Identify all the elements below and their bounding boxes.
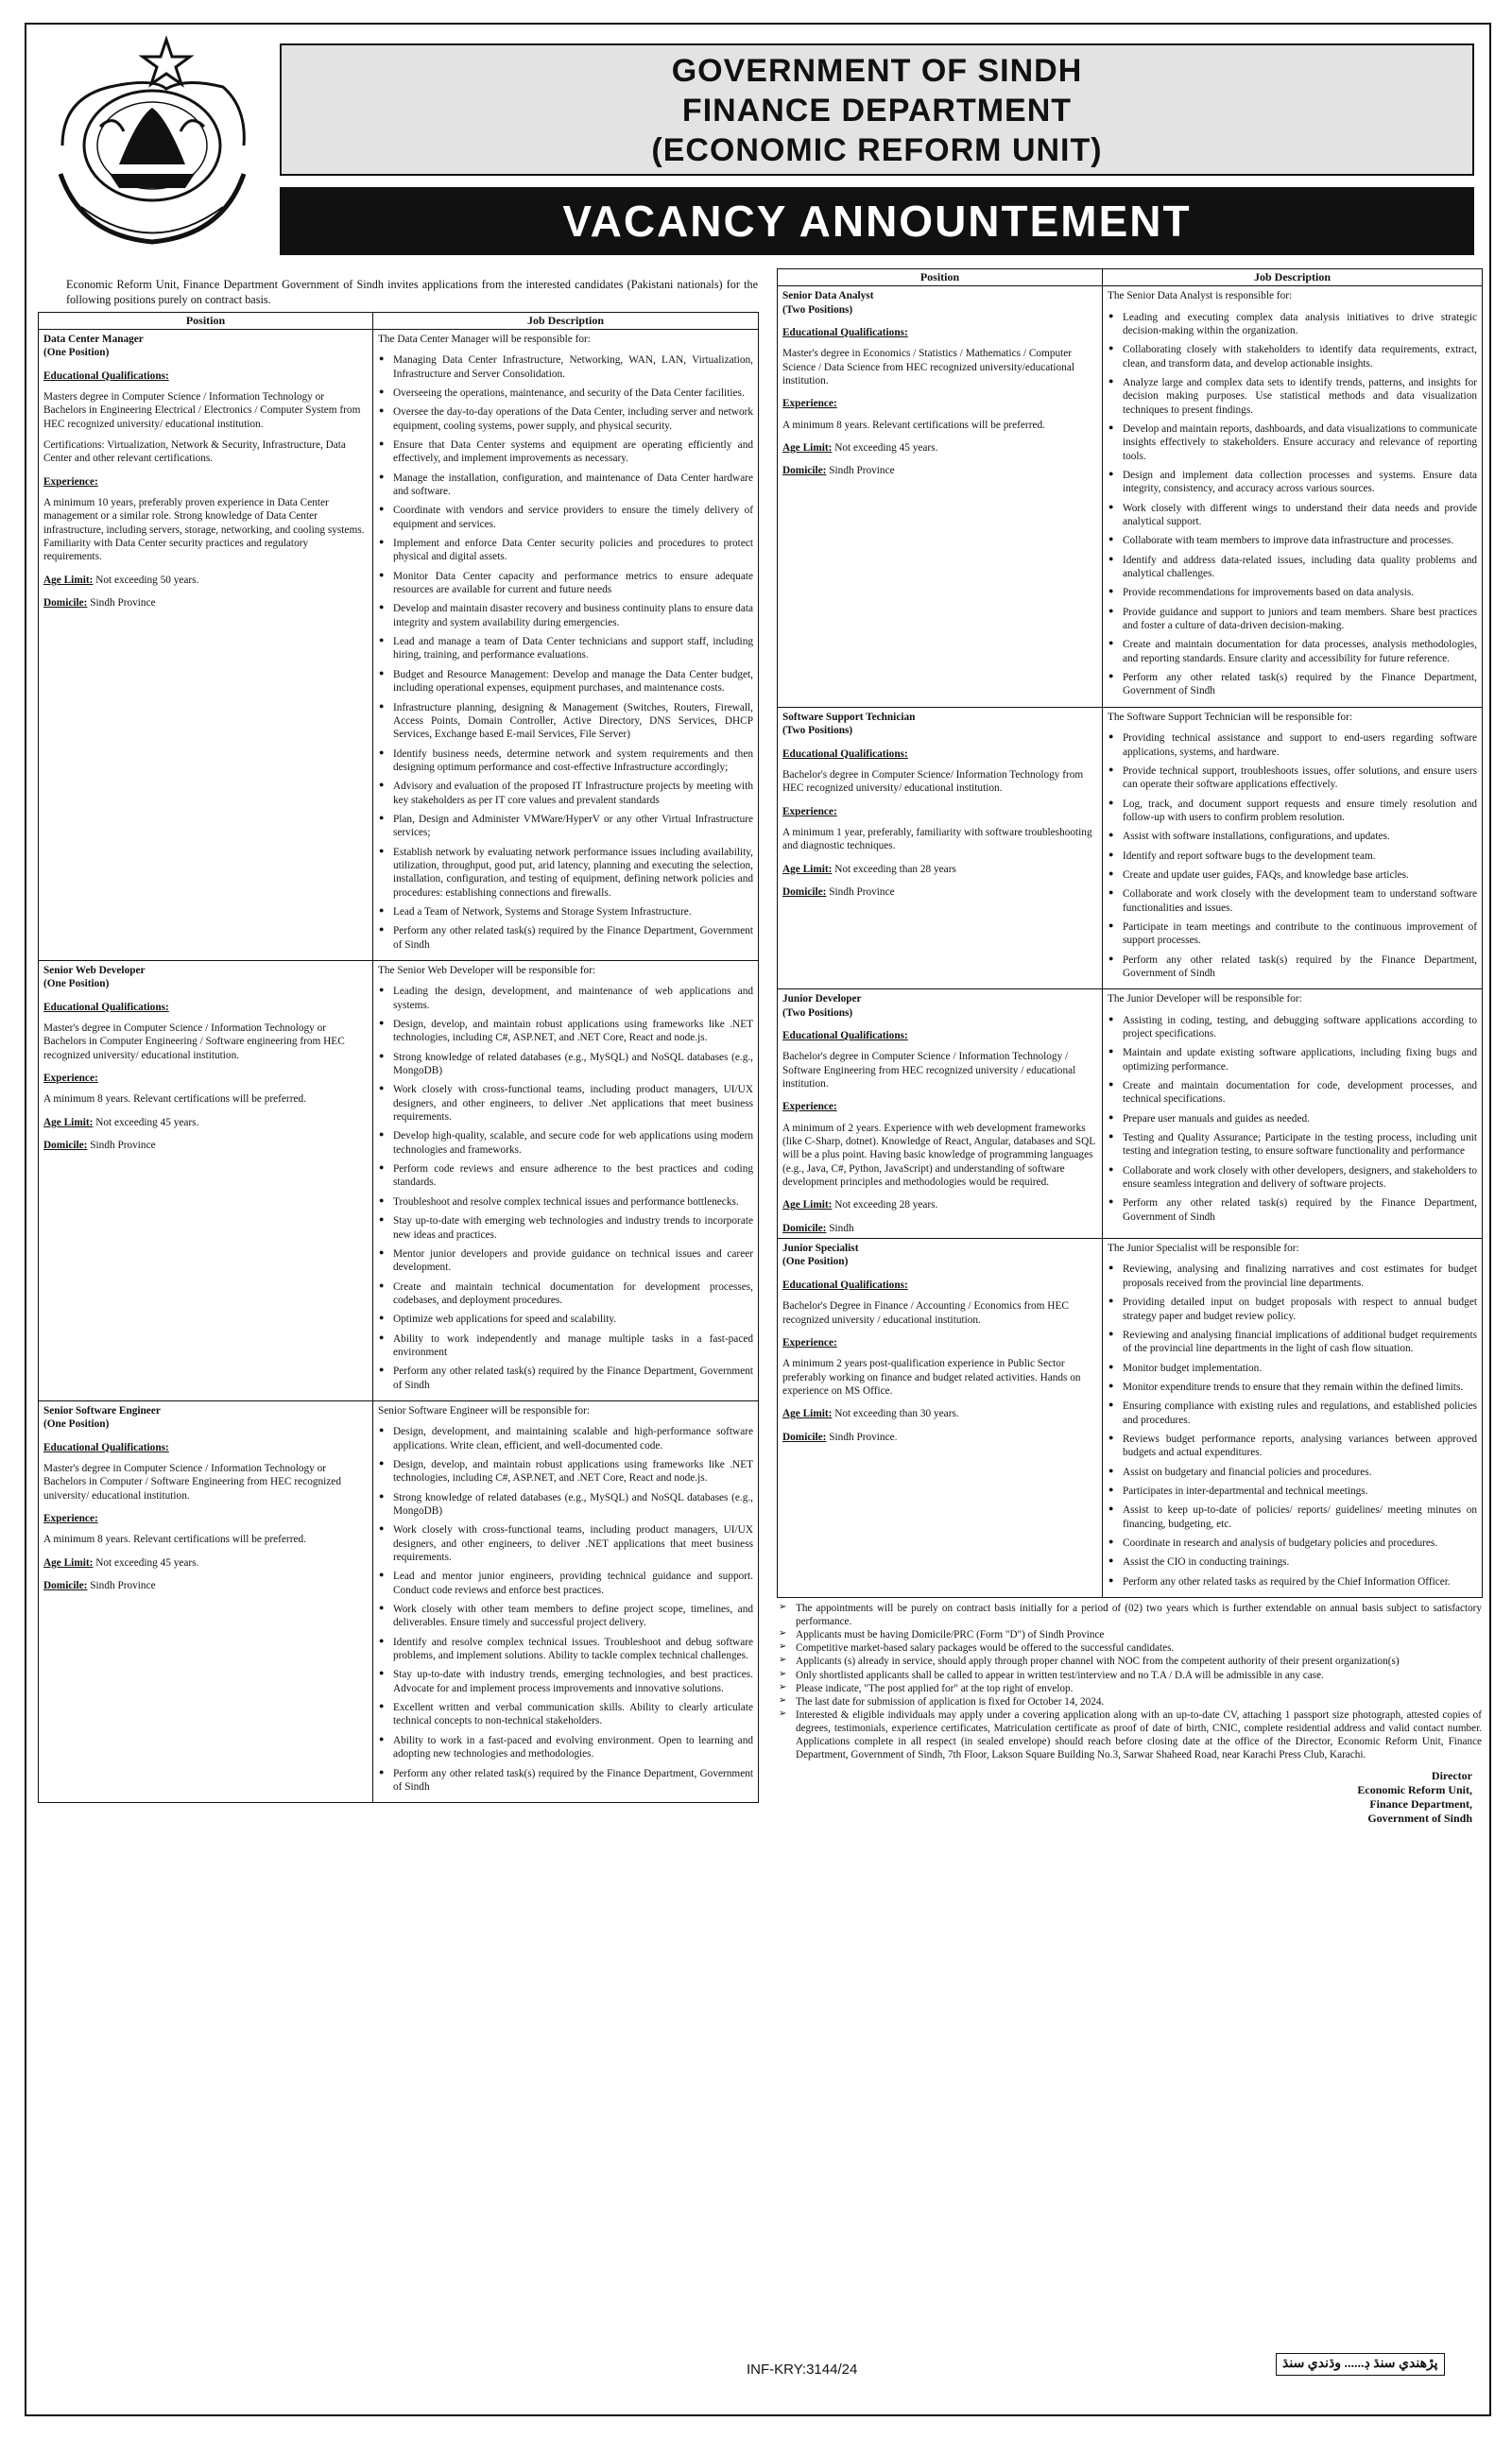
education-text: Bachelor's degree in Computer Science/ Information Technology from HEC recognized university/ educational institution. [782, 768, 1084, 795]
right-positions-table [777, 268, 1483, 1598]
signature-director: Director [1431, 1769, 1472, 1783]
duties-list [1108, 311, 1477, 698]
duty-item: ● Lead and manage a team of Data Center technicians and support staff, including hiring, training, and performance evaluations. [378, 635, 753, 662]
note-item: ➢ Please indicate, "The post applied for" at the top right of envelop. [777, 1682, 1482, 1695]
position-row [39, 1400, 759, 1802]
age-limit [43, 574, 368, 587]
duty-item: ● Design, develop, and maintain robust applications using frameworks like .NET technologies, including C#, ASP.NET, and .NET Core, React and node.js. [378, 1458, 753, 1486]
duty-item: ● Work closely with cross-functional teams, including product managers, UI/UX designers, and other engineers, to deliver .Net applications that meet business requirements. [378, 1083, 753, 1124]
duty-item: ● Perform any other related task(s) required by the Finance Department, Government of Sindh [378, 1365, 753, 1392]
description-intro: The Senior Data Analyst is responsible for: [1108, 290, 1293, 302]
age-limit-label: Age Limit: [43, 1556, 94, 1569]
age-limit-label: Age Limit: [43, 1116, 94, 1128]
duty-item: ● Create and maintain technical documentation for development processes, codebases, and deployment procedures. [378, 1280, 753, 1308]
domicile [782, 1222, 1097, 1235]
experience-label: Experience: [782, 398, 837, 410]
education-label: Educational Qualifications: [782, 1030, 908, 1042]
duty-item: ● Design, development, and maintaining scalable and high-performance software applications. Write clean, efficient, and well-documented code. [378, 1425, 753, 1452]
position-row [39, 329, 759, 960]
education-text: Masters degree in Computer Science / Information Technology or Bachelors in Engineering Electrical / Electronics / Computer System from HEC recognized university/ educational institution. [43, 390, 361, 430]
duty-item: ● Lead and mentor junior engineers, providing technical guidance and support. Conduct code reviews and enforce best practices. [378, 1570, 753, 1597]
duties-list [1108, 1262, 1477, 1589]
domicile-value: Sindh Province [90, 1580, 156, 1592]
job-description-cell [1103, 1239, 1483, 1598]
duty-item: ● Infrastructure planning, designing & Management (Switches, Routers, Firewall, Access Points, Domain Controller, Active Directory, DNS Services, DHCP Services, Exchange based E-mail Services, File Server) [378, 701, 753, 742]
slogan-text: پڙهندي سنڌ ڊ...... وڌندي سنڌ [1276, 2353, 1445, 2376]
duty-item: ● Perform any other related tasks as required by the Chief Information Officer. [1108, 1575, 1477, 1589]
signature-block [777, 1769, 1482, 1826]
position-title: Senior Software Engineer [43, 1404, 161, 1417]
age-limit-label: Age Limit: [782, 863, 833, 875]
note-item: ➢ Applicants (s) already in service, should apply through proper channel with NOC from the competent authority of their present organization(s) [777, 1655, 1482, 1668]
experience-text: A minimum 1 year, preferably, familiarity with software troubleshooting and diagnostic techniques. [782, 826, 1092, 852]
domicile-label: Domicile: [43, 597, 88, 610]
duty-item: ● Identify and resolve complex technical issues. Troubleshoot and debug software problems, and implement solutions. Ability to tackle complex technical challenges. [378, 1636, 753, 1663]
age-limit [782, 1407, 1097, 1420]
duty-item: ● Develop high-quality, scalable, and secure code for web applications using modern technologies and frameworks. [378, 1129, 753, 1157]
domicile [782, 464, 1097, 477]
duty-item: ● Implement and enforce Data Center security policies and procedures to protect physical and digital assets. [378, 537, 753, 564]
domicile [43, 1579, 368, 1592]
duty-item: ● Ensure that Data Center systems and equipment are operating efficiently and effectively, and implement improvements as necessary. [378, 438, 753, 466]
left-positions-table [38, 312, 759, 1803]
duty-item: ● Identify and report software bugs to the development team. [1108, 850, 1477, 863]
position-header: Position [778, 269, 1103, 286]
duty-item: ● Providing detailed input on budget proposals with respect to annual budget strategy paper and budget review policy. [1108, 1296, 1477, 1323]
duty-item: ● Coordinate with vendors and service providers to ensure the timely delivery of equipment and services. [378, 504, 753, 531]
header [26, 25, 1493, 261]
domicile-value: Sindh Province [829, 465, 895, 477]
age-limit [782, 863, 1097, 876]
duty-item: ● Testing and Quality Assurance; Participate in the testing process, including unit testing and integration testing, to ensure software functionality and performance [1108, 1131, 1477, 1159]
duty-item: ● Advisory and evaluation of the proposed IT Infrastructure projects by meeting with key stakeholders as per IT core values and prevalent standards [378, 780, 753, 807]
duty-item: ● Monitor expenditure trends to ensure that they remain within the defined limits. [1108, 1381, 1477, 1394]
job-description-cell [373, 329, 759, 960]
description-intro: The Junior Specialist will be responsible for: [1108, 1243, 1299, 1255]
note-item: ➢ Interested & eligible individuals may apply under a covering application along with an up-to-date CV, attaching 1 passport size photograph, attested copies of degrees, testimonials, experience certificates, Matriculation certificate as proof of date of birth, CNIC, complete residential address and valid contact number. Applications complete in all respect (in sealed envelope) should reach before closing date at the office of the Director, Economic Reform Unit, Finance Department, Government of Sindh, 7th Floor, Lakson Square Building No.3, Sarwar Shaheed Road, near Karachi Press Club, Karachi. [777, 1709, 1482, 1761]
age-limit [782, 441, 1097, 455]
duty-item: ● Mentor junior developers and provide guidance on technical issues and career development. [378, 1247, 753, 1275]
description-intro: The Software Support Technician will be responsible for: [1108, 711, 1353, 723]
duty-item: ● Perform any other related task(s) required by the Finance Department, Government of Sindh [1108, 953, 1477, 981]
duty-item: ● Create and maintain documentation for data processes, analysis methodologies, and reporting standards. Ensure clarity and accessibility for future reference. [1108, 638, 1477, 665]
duty-item: ● Monitor Data Center capacity and performance metrics to ensure adequate resources are available for current and future needs [378, 570, 753, 597]
domicile-value: Sindh [829, 1222, 854, 1234]
duty-item: ● Assist with software installations, configurations, and updates. [1108, 830, 1477, 843]
age-limit-value: Not exceeding 50 years. [95, 574, 199, 586]
note-item: ➢ Only shortlisted applicants shall be called to appear in written test/interview and no T.A / D.A will be admissible in any case. [777, 1669, 1482, 1682]
position-row [39, 961, 759, 1401]
domicile-label: Domicile: [43, 1580, 88, 1592]
note-item: ➢ The appointments will be purely on contract basis initially for a period of (02) two years which is further extendable on annual basis subject to satisfactory performance. [777, 1602, 1482, 1628]
duty-item: ● Lead a Team of Network, Systems and Storage System Infrastructure. [378, 905, 753, 919]
duty-item: ● Plan, Design and Administer VMWare/HyperV or any other Virtual Infrastructure services; [378, 813, 753, 840]
duty-item: ● Participates in inter-departmental and technical meetings. [1108, 1485, 1477, 1498]
experience-text: A minimum of 2 years. Experience with web development frameworks (like C-Sharp, dotnet). Knowledge of React, Angular, databases and SQL will be a plus point. Having basic knowledge of programming languages (e.g., Java, C#, Python, JavaScript) and understanding of software development principles and methodologies would be required. [782, 1122, 1095, 1189]
age-limit-value: Not exceeding 45 years. [834, 441, 938, 454]
domicile [43, 1139, 368, 1152]
duty-item: ● Excellent written and verbal communication skills. Ability to clearly articulate technical concepts to non-technical stakeholders. [378, 1701, 753, 1728]
position-cell [39, 961, 373, 1401]
duties-list [378, 985, 753, 1392]
domicile-value: Sindh Province. [829, 1431, 898, 1443]
age-limit-label: Age Limit: [782, 1199, 833, 1211]
experience-text: A minimum 8 years. Relevant certifications will be preferred. [782, 419, 1045, 431]
age-limit-label: Age Limit: [43, 574, 94, 586]
position-header: Position [39, 312, 373, 329]
duty-item: ● Create and maintain documentation for code, development processes, and technical specifications. [1108, 1079, 1477, 1107]
duty-item: ● Reviews budget performance reports, analysing variances between approved budgets and actual expenditures. [1108, 1433, 1477, 1460]
position-cell [778, 1239, 1103, 1598]
position-count: (Two Positions) [782, 725, 853, 737]
experience-label: Experience: [782, 1336, 837, 1348]
job-description-cell [373, 1400, 759, 1802]
duty-item: ● Collaborate with team members to improve data infrastructure and processes. [1108, 534, 1477, 547]
experience-label: Experience: [43, 1073, 98, 1085]
experience-label: Experience: [782, 1101, 837, 1113]
duty-item: ● Assist the CIO in conducting trainings. [1108, 1555, 1477, 1569]
duty-item: ● Optimize web applications for speed and scalability. [378, 1313, 753, 1326]
education-text: Certifications: Virtualization, Network & Security, Infrastructure, Data Center and other relevant certifications. [43, 439, 346, 465]
age-limit [43, 1116, 368, 1129]
position-cell [778, 989, 1103, 1239]
duty-item: ● Oversee the day-to-day operations of the Data Center, including server and network equipment, cooling systems, power supply, and physical security. [378, 405, 753, 433]
duties-list [1108, 731, 1477, 980]
sindh-emblem-icon [43, 32, 261, 251]
age-limit-label: Age Limit: [782, 1408, 833, 1420]
description-intro: Senior Software Engineer will be responsible for: [378, 1404, 590, 1417]
duties-list [1108, 1014, 1477, 1224]
note-item: ➢ Applicants must be having Domicile/PRC (Form "D") of Sindh Province [777, 1628, 1482, 1641]
duty-item: ● Troubleshoot and resolve complex technical issues and performance bottlenecks. [378, 1195, 753, 1209]
duty-item: ● Assisting in coding, testing, and debugging software applications according to project specifications. [1108, 1014, 1477, 1041]
inf-reference: INF-KRY:3144/24 [747, 2362, 858, 2378]
education-label: Educational Qualifications: [43, 1441, 169, 1453]
duty-item: ● Reviewing, analysing and finalizing narratives and cost estimates for budget proposals received from the provincial line departments. [1108, 1262, 1477, 1290]
duty-item: ● Develop and maintain disaster recovery and business continuity plans to ensure data integrity and system availability during emergencies. [378, 602, 753, 629]
title-line-government: GOVERNMENT OF SINDH [671, 53, 1083, 89]
duty-item: ● Provide recommendations for improvements based on data analysis. [1108, 586, 1477, 599]
age-limit-value: Not exceeding 45 years. [95, 1116, 199, 1128]
duty-item: ● Manage the installation, configuration, and maintenance of Data Center hardware and software. [378, 472, 753, 499]
education-label: Educational Qualifications: [43, 1001, 169, 1013]
duty-item: ● Collaborating closely with stakeholders to identify data requirements, extract, clean, and transform data, and develop actionable insights. [1108, 343, 1477, 370]
domicile-label: Domicile: [782, 465, 827, 477]
duty-item: ● Prepare user manuals and guides as needed. [1108, 1112, 1477, 1125]
age-limit-value: Not exceeding 28 years. [834, 1199, 938, 1211]
duty-item: ● Reviewing and analysing financial implications of additional budget requirements of the provincial line departments in the light of cash flow situation. [1108, 1329, 1477, 1356]
signature-unit: Economic Reform Unit, [1357, 1783, 1472, 1797]
position-row [778, 1239, 1483, 1598]
experience-label: Experience: [43, 475, 98, 488]
education-text: Master's degree in Economics / Statistics / Mathematics / Computer Science / Data Science from HEC recognized university/educational institution. [782, 348, 1074, 386]
age-limit [43, 1556, 368, 1570]
age-limit-value: Not exceeding 45 years. [95, 1556, 199, 1569]
domicile-label: Domicile: [43, 1140, 88, 1152]
duty-item: ● Stay up-to-date with industry trends, emerging technologies, and best practices. Advocate for and implement process improvements and innovative solutions. [378, 1668, 753, 1695]
duty-item: ● Stay up-to-date with emerging web technologies and industry trends to incorporate new ideas and practices. [378, 1214, 753, 1242]
duty-item: ● Perform code reviews and ensure adherence to the best practices and coding standards. [378, 1162, 753, 1190]
department-title-box [280, 43, 1474, 176]
duty-item: ● Participate in team meetings and contribute to the continuous improvement of support processes. [1108, 920, 1477, 948]
domicile [43, 596, 368, 610]
education-label: Educational Qualifications: [782, 326, 908, 338]
duty-item: ● Managing Data Center Infrastructure, Networking, WAN, LAN, Virtualization, Infrastructure and Server Consolidation. [378, 353, 753, 381]
duty-item: ● Providing technical assistance and support to end-users regarding software applications, systems, and hardware. [1108, 731, 1477, 759]
duty-item: ● Strong knowledge of related databases (e.g., MySQL) and NoSQL databases (e.g., MongoDB) [378, 1051, 753, 1078]
domicile [782, 885, 1097, 899]
position-title: Junior Specialist [782, 1243, 859, 1255]
duty-item: ● Identify business needs, determine network and system requirements and then designing optimum performance and cost-effective Infrastructure accordingly; [378, 747, 753, 775]
duty-item: ● Leading the design, development, and maintenance of web applications and systems. [378, 985, 753, 1012]
note-item: ➢ Competitive market-based salary packages would be offered to the successful candidates. [777, 1641, 1482, 1655]
duty-item: ● Collaborate and work closely with the development team to understand software functionalities and issues. [1108, 887, 1477, 915]
experience-text: A minimum 10 years, preferably proven experience in Data Center management or a similar role. Strong knowledge of Data Center infrastructure, including servers, storage, networking, and cooling systems. Familiarity with Data Center security practices and regulatory requirements. [43, 497, 365, 563]
position-count: (Two Positions) [782, 303, 853, 316]
description-intro: The Data Center Manager will be responsible for: [378, 333, 591, 345]
duty-item: ● Identify and address data-related issues, including data quality problems and analytical challenges. [1108, 554, 1477, 581]
experience-text: A minimum 2 years post-qualification experience in Public Sector preferably working on finance and budget related activities. Hands on experience on MS Office. [782, 1358, 1081, 1397]
job-description-cell [1103, 707, 1483, 989]
position-title: Data Center Manager [43, 333, 144, 345]
duty-item: ● Create and update user guides, FAQs, and knowledge base articles. [1108, 868, 1477, 882]
duty-item: ● Coordinate in research and analysis of budgetary policies and procedures. [1108, 1537, 1477, 1550]
age-limit-value: Not exceeding than 28 years [834, 863, 956, 875]
position-row [778, 286, 1483, 708]
position-count: (One Position) [43, 978, 110, 990]
position-title: Software Support Technician [782, 711, 916, 723]
domicile-label: Domicile: [782, 1222, 827, 1234]
vacancy-banner: VACANCY ANNOUNTEMENT [280, 187, 1474, 255]
note-item: ➢ The last date for submission of application is fixed for October 14, 2024. [777, 1695, 1482, 1709]
position-title: Senior Data Analyst [782, 290, 874, 302]
education-text: Bachelor's Degree in Finance / Accounting / Economics from HEC recognized university / educational institution. [782, 1300, 1069, 1326]
duty-item: ● Perform any other related task(s) required by the Finance Department, Government of Sindh [1108, 1196, 1477, 1224]
position-cell [778, 286, 1103, 708]
duty-item: ● Perform any other related task(s) required by the Finance Department, Government of Sindh [1108, 671, 1477, 698]
age-limit [782, 1198, 1097, 1211]
duty-item: ● Perform any other related task(s) required by the Finance Department, Government of Sindh [378, 924, 753, 952]
position-cell [39, 1400, 373, 1802]
right-positions-body [778, 286, 1483, 1598]
advertisement-page [25, 23, 1491, 2416]
duty-item: ● Collaborate and work closely with other developers, designers, and stakeholders to ensure seamless integration and delivery of software projects. [1108, 1164, 1477, 1192]
position-cell [778, 707, 1103, 989]
job-description-cell [373, 961, 759, 1401]
domicile-label: Domicile: [782, 885, 827, 898]
duty-item: ● Overseeing the operations, maintenance, and security of the Data Center facilities. [378, 386, 753, 400]
duty-item: ● Provide technical support, troubleshoots issues, offer solutions, and ensure users can operate their software applications effectively. [1108, 764, 1477, 792]
duty-item: ● Assist to keep up-to-date of policies/ reports/ guidelines/ meeting minutes on financing, budgeting, etc. [1108, 1503, 1477, 1531]
experience-text: A minimum 8 years. Relevant certifications will be preferred. [43, 1534, 306, 1546]
right-column [777, 268, 1482, 1826]
description-intro: The Junior Developer will be responsible for: [1108, 993, 1302, 1005]
duty-item: ● Leading and executing complex data analysis initiatives to drive strategic decision-making within the organization. [1108, 311, 1477, 338]
duties-list [378, 353, 753, 952]
duty-item: ● Design and implement data collection processes and systems. Ensure data integrity, consistency, and accuracy across various sources. [1108, 469, 1477, 496]
duties-list [378, 1425, 753, 1794]
education-label: Educational Qualifications: [782, 1279, 908, 1291]
signature-department: Finance Department, [1369, 1797, 1472, 1812]
duty-item: ● Strong knowledge of related databases (e.g., MySQL) and NoSQL databases (e.g., MongoDB) [378, 1491, 753, 1519]
terms-and-conditions [777, 1602, 1482, 1761]
position-count: (One Position) [43, 1418, 110, 1431]
duty-item: ● Ability to work independently and manage multiple tasks in a fast-paced environment [378, 1332, 753, 1360]
position-title: Senior Web Developer [43, 965, 146, 977]
signature-government: Government of Sindh [1367, 1812, 1472, 1826]
age-limit-label: Age Limit: [782, 441, 833, 454]
duty-item: ● Analyze large and complex data sets to identify trends, patterns, and insights for decision making purposes. Use statistical methods and data visualization techniques to present findings. [1108, 376, 1477, 417]
duty-item: ● Establish network by evaluating network performance issues including availability, utilization, throughput, good put, arid latency, planning and executing the selection, installation, configuration, and testing of equipment, defining network policies and procedures: establishing connections and firewalls. [378, 846, 753, 900]
domicile-value: Sindh Province [90, 597, 156, 610]
description-intro: The Senior Web Developer will be responsible for: [378, 965, 596, 977]
position-count: (One Position) [43, 347, 110, 359]
position-row [778, 707, 1483, 989]
experience-label: Experience: [43, 1513, 98, 1525]
duty-item: ● Log, track, and document support requests and ensure timely resolution and follow-up with users to confirm problem resolution. [1108, 798, 1477, 825]
experience-text: A minimum 8 years. Relevant certifications will be preferred. [43, 1093, 306, 1106]
domicile-value: Sindh Province [90, 1140, 156, 1152]
job-description-header: Job Description [373, 312, 759, 329]
position-count: (One Position) [782, 1256, 849, 1268]
job-description-header: Job Description [1103, 269, 1483, 286]
duty-item: ● Work closely with different wings to understand their data needs and provide analytical support. [1108, 502, 1477, 529]
duty-item: ● Design, develop, and maintain robust applications using frameworks like .NET technologies, including C#, ASP.NET, and .NET Core, React and node.js. [378, 1018, 753, 1045]
position-count: (Two Positions) [782, 1006, 853, 1019]
left-positions-body [39, 329, 759, 1802]
education-label: Educational Qualifications: [43, 369, 169, 382]
left-column [38, 278, 758, 1803]
age-limit-value: Not exceeding than 30 years. [834, 1408, 959, 1420]
duty-item: ● Develop and maintain reports, dashboards, and data visualizations to communicate insights effectively to stakeholders. Ensure accuracy and relevance of reporting tools. [1108, 422, 1477, 463]
duty-item: ● Assist on budgetary and financial policies and procedures. [1108, 1466, 1477, 1479]
domicile-label: Domicile: [782, 1431, 827, 1443]
duty-item: ● Provide guidance and support to juniors and team members. Share best practices and foster a culture of data-driven decision-making. [1108, 606, 1477, 633]
duty-item: ● Perform any other related task(s) required by the Finance Department, Government of Sindh [378, 1767, 753, 1795]
domicile [782, 1431, 1097, 1444]
education-label: Educational Qualifications: [782, 747, 908, 760]
duty-item: ● Work closely with other team members to define project scope, timelines, and deliverables. Ensure timely and successful project delivery. [378, 1603, 753, 1630]
duty-item: ● Work closely with cross-functional teams, including product managers, UI/UX designers, and other engineers, to deliver .NET applications that meet business requirements. [378, 1523, 753, 1564]
duty-item: ● Maintain and update existing software applications, including fixing bugs and optimizing performance. [1108, 1046, 1477, 1074]
education-text: Bachelor's degree in Computer Science / Information Technology / Software Engineering from HEC recognized university / educational institution. [782, 1051, 1076, 1091]
notes-list [777, 1602, 1482, 1761]
education-text: Master's degree in Computer Science / Information Technology or Bachelors in Computer Engineering / Software engineering from HEC recognized university/ educational institution. [43, 1022, 345, 1061]
duty-item: ● Ensuring compliance with existing rules and regulations, and established policies and procedures. [1108, 1400, 1477, 1427]
duty-item: ● Ability to work in a fast-paced and evolving environment. Open to learning and adopting new technologies and methodologies. [378, 1734, 753, 1761]
job-description-cell [1103, 989, 1483, 1239]
position-row [778, 989, 1483, 1239]
title-line-unit: (ECONOMIC REFORM UNIT) [651, 132, 1103, 168]
duty-item: ● Monitor budget implementation. [1108, 1362, 1477, 1375]
position-title: Junior Developer [782, 993, 862, 1005]
job-description-cell [1103, 286, 1483, 708]
title-line-department: FINANCE DEPARTMENT [681, 93, 1073, 129]
intro-paragraph: Economic Reform Unit, Finance Department Government of Sindh invites applications from the interested candidates (Pakistani nationals) for the following positions purely on contract basis. [66, 278, 758, 306]
position-cell [39, 329, 373, 960]
experience-label: Experience: [782, 805, 837, 817]
domicile-value: Sindh Province [829, 885, 895, 898]
duty-item: ● Budget and Resource Management: Develop and manage the Data Center budget, including operational expenses, equipment purchases, and maintenance costs. [378, 668, 753, 696]
education-text: Master's degree in Computer Science / Information Technology or Bachelors in Computer / Software Engineering from HEC recognized university/ educational institution. [43, 1462, 341, 1502]
